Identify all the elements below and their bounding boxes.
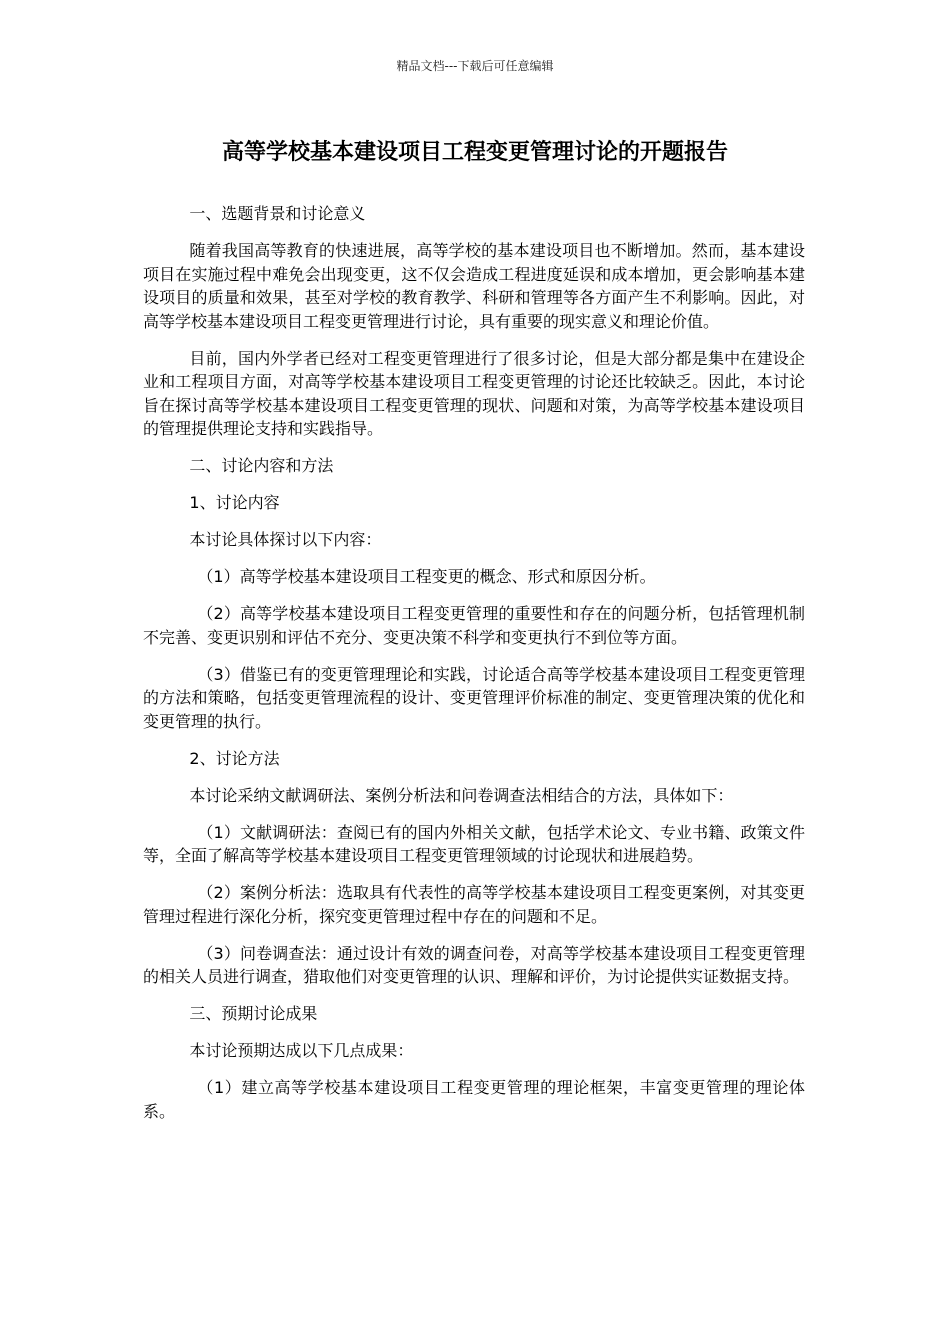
document-body [143,202,805,1137]
list-item: （3）问卷调查法：通过设计有效的调查问卷，对高等学校基本建设项目工程变更管理的相关人员进行调查，猎取他们对变更管理的认识、理解和评价，为讨论提供实证数据支持。 [143,943,805,986]
document-title: 高等学校基本建设项目工程变更管理讨论的开题报告 [221,140,728,165]
subsection-heading-content: 1、讨论内容 [189,493,280,512]
body-paragraph: 本讨论采纳文献调研法、案例分析法和问卷调查法相结合的方法，具体如下： [189,785,734,805]
subsection-heading-method: 2、讨论方法 [189,748,280,768]
section-heading-expected-results: 三、预期讨论成果 [189,1004,318,1023]
list-item: （1）建立高等学校基本建设项目工程变更管理的理论框架，丰富变更管理的理论体系。 [143,1078,805,1121]
list-item: （1）高等学校基本建设项目工程变更的概念、形式和原因分析。 [197,567,656,586]
body-paragraph: 本讨论具体探讨以下内容： [189,530,382,549]
body-paragraph: 随着我国高等教育的快速进展，高等学校的基本建设项目也不断增加。然而，基本建设项目在实施过程中难免会出现变更，这不仅会造成工程进度延误和成本增加，更会影响基本建设项目的质量和效果，甚至对学校的教育教学、科研和管理等各方面产生不利影响。因此，对高等学校基本建设项目工程变更管理进行讨论，具有重要的现实意义和理论价值。 [143,241,805,331]
list-item: （2）高等学校基本建设项目工程变更管理的重要性和存在的问题分析，包括管理机制不完善、变更识别和评估不充分、变更决策不科学和变更执行不到位等方面。 [143,604,805,647]
body-paragraph: 本讨论预期达成以下几点成果： [189,1041,414,1060]
list-item: （1）文献调研法：查阅已有的国内外相关文献，包括学术论文、专业书籍、政策文件等，全面了解高等学校基本建设项目工程变更管理领域的讨论现状和进展趋势。 [143,822,805,865]
list-item: （2）案例分析法：选取具有代表性的高等学校基本建设项目工程变更案例，对其变更管理过程进行深化分析，探究变更管理过程中存在的问题和不足。 [143,883,805,926]
page-header: 精品文档---下载后可任意编辑 [396,59,554,73]
body-paragraph: 目前，国内外学者已经对工程变更管理进行了很多讨论，但是大部分都是集中在建设企业和工程项目方面，对高等学校基本建设项目工程变更管理的讨论还比较缺乏。因此，本讨论旨在探讨高等学校基本建设项目工程变更管理的现状、问题和对策，为高等学校基本建设项目的管理提供理论支持和实践指导。 [143,348,805,438]
list-item: （3）借鉴已有的变更管理理论和实践，讨论适合高等学校基本建设项目工程变更管理的方法和策略，包括变更管理流程的设计、变更管理评价标准的制定、变更管理决策的优化和变更管理的执行。 [143,664,805,731]
section-heading-background: 一、选题背景和讨论意义 [189,204,366,223]
section-heading-content-method: 二、讨论内容和方法 [189,456,334,475]
